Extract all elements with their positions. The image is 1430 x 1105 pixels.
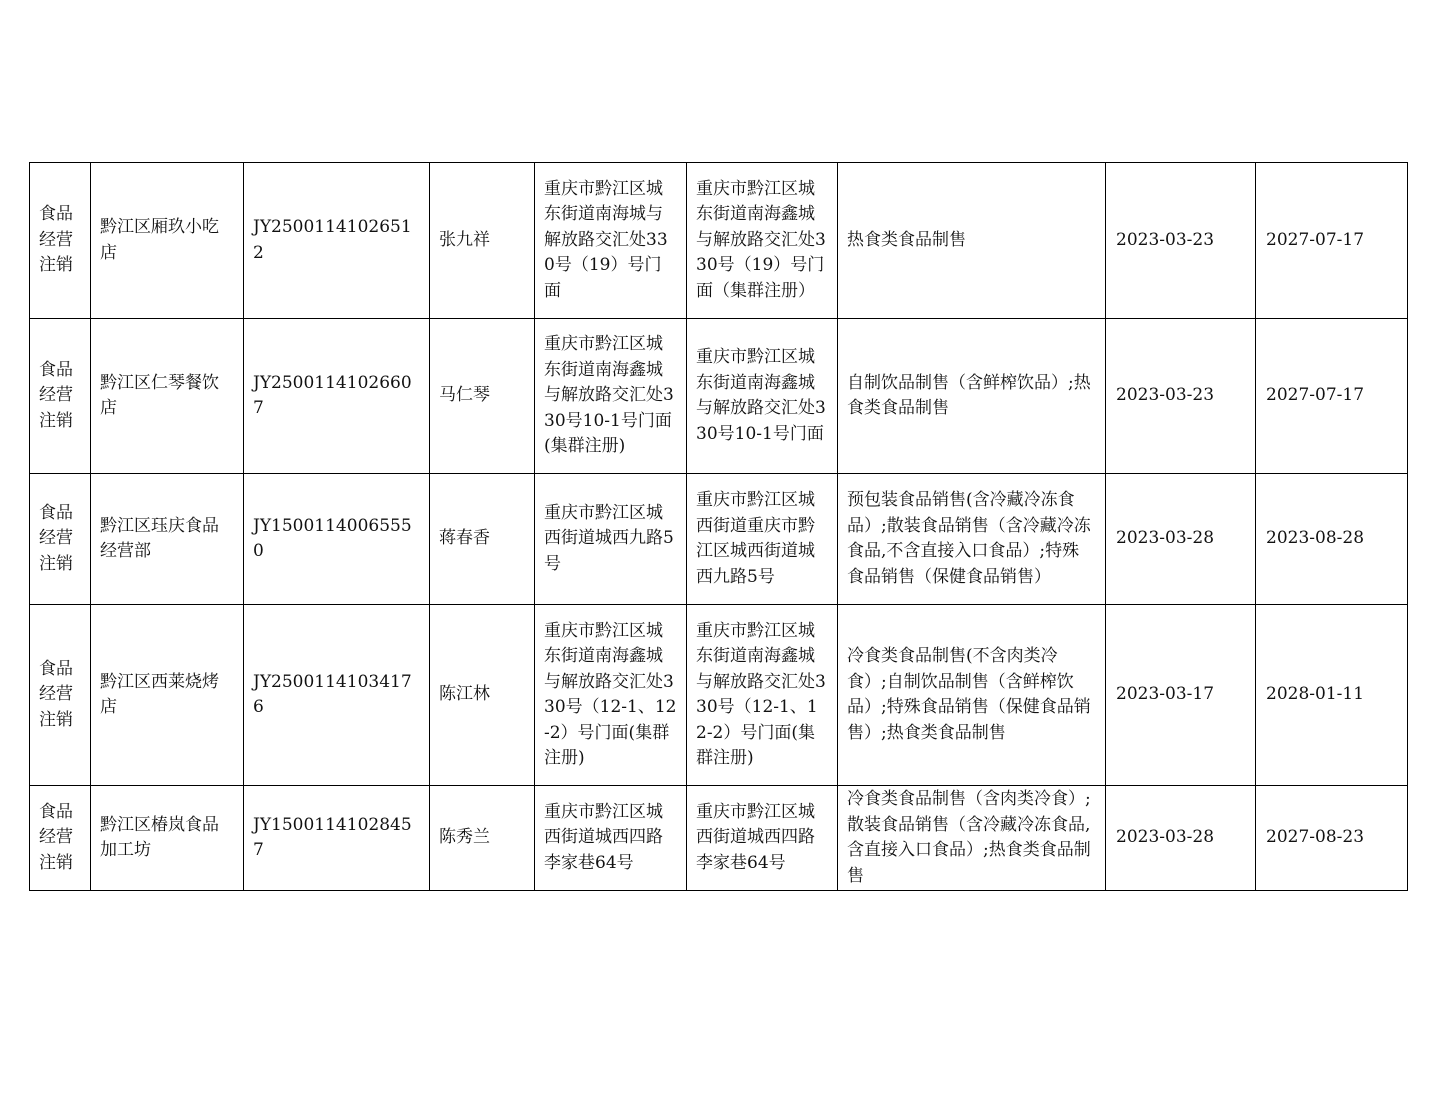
cell-license-no: JY15001140065550 [244, 474, 430, 605]
cell-business-address: 重庆市黔江区城东街道南海鑫城与解放路交汇处330号10-1号门面 [687, 319, 838, 474]
cell-business-address: 重庆市黔江区城西街道城西四路李家巷64号 [687, 786, 838, 891]
cell-business-address: 重庆市黔江区城西街道重庆市黔江区城西街道城西九路5号 [687, 474, 838, 605]
cell-type: 食品经营注销 [30, 786, 91, 891]
cell-address: 重庆市黔江区城西街道城西四路李家巷64号 [535, 786, 687, 891]
cell-scope: 热食类食品制售 [838, 163, 1106, 319]
cell-address: 重庆市黔江区城东街道南海鑫城与解放路交汇处330号10-1号门面(集群注册) [535, 319, 687, 474]
cell-end-date: 2028-01-11 [1256, 605, 1408, 786]
cell-scope: 自制饮品制售（含鲜榨饮品）;热食类食品制售 [838, 319, 1106, 474]
cell-type: 食品经营注销 [30, 605, 91, 786]
cell-business-address: 重庆市黔江区城东街道南海鑫城与解放路交汇处330号（12-1、12-2）号门面(集群注册) [687, 605, 838, 786]
license-cancellation-table [29, 162, 1408, 891]
table-row [30, 474, 1408, 605]
cell-business-address: 重庆市黔江区城东街道南海鑫城与解放路交汇处330号（19）号门面（集群注册） [687, 163, 838, 319]
cell-license-no: JY25001141034176 [244, 605, 430, 786]
table-row [30, 163, 1408, 319]
cell-name: 黔江区西莱烧烤店 [91, 605, 244, 786]
cell-person: 马仁琴 [430, 319, 535, 474]
cell-license-no: JY15001141028457 [244, 786, 430, 891]
cell-license-no: JY25001141026607 [244, 319, 430, 474]
cell-name: 黔江区椿岚食品加工坊 [91, 786, 244, 891]
cell-end-date: 2027-08-23 [1256, 786, 1408, 891]
table-row [30, 605, 1408, 786]
cell-name: 黔江区珏庆食品经营部 [91, 474, 244, 605]
cell-person: 陈秀兰 [430, 786, 535, 891]
cell-start-date: 2023-03-23 [1106, 163, 1256, 319]
cell-scope: 冷食类食品制售(不含肉类冷食）;自制饮品制售（含鲜榨饮品）;特殊食品销售（保健食品销售）;热食类食品制售 [838, 605, 1106, 786]
cell-person: 陈江林 [430, 605, 535, 786]
cell-start-date: 2023-03-17 [1106, 605, 1256, 786]
cell-person: 张九祥 [430, 163, 535, 319]
cell-scope: 冷食类食品制售（含肉类冷食）;散装食品销售（含冷藏冷冻食品,含直接入口食品）;热食类食品制售 [838, 786, 1106, 891]
cell-address: 重庆市黔江区城东街道南海鑫城与解放路交汇处330号（12-1、12-2）号门面(集群注册) [535, 605, 687, 786]
cell-end-date: 2027-07-17 [1256, 319, 1408, 474]
cell-type: 食品经营注销 [30, 474, 91, 605]
cell-start-date: 2023-03-28 [1106, 474, 1256, 605]
cell-start-date: 2023-03-23 [1106, 319, 1256, 474]
cell-type: 食品经营注销 [30, 319, 91, 474]
cell-scope: 预包装食品销售(含冷藏冷冻食品）;散装食品销售（含冷藏冷冻食品,不含直接入口食品）;特殊食品销售（保健食品销售） [838, 474, 1106, 605]
cell-address: 重庆市黔江区城东街道南海城与解放路交汇处330号（19）号门面 [535, 163, 687, 319]
cell-end-date: 2027-07-17 [1256, 163, 1408, 319]
cell-type: 食品经营注销 [30, 163, 91, 319]
table-row [30, 319, 1408, 474]
cell-license-no: JY25001141026512 [244, 163, 430, 319]
cell-person: 蒋春香 [430, 474, 535, 605]
cell-end-date: 2023-08-28 [1256, 474, 1408, 605]
cell-start-date: 2023-03-28 [1106, 786, 1256, 891]
cell-name: 黔江区厢玖小吃店 [91, 163, 244, 319]
table-row [30, 786, 1408, 891]
cell-name: 黔江区仁琴餐饮店 [91, 319, 244, 474]
cell-address: 重庆市黔江区城西街道城西九路5号 [535, 474, 687, 605]
